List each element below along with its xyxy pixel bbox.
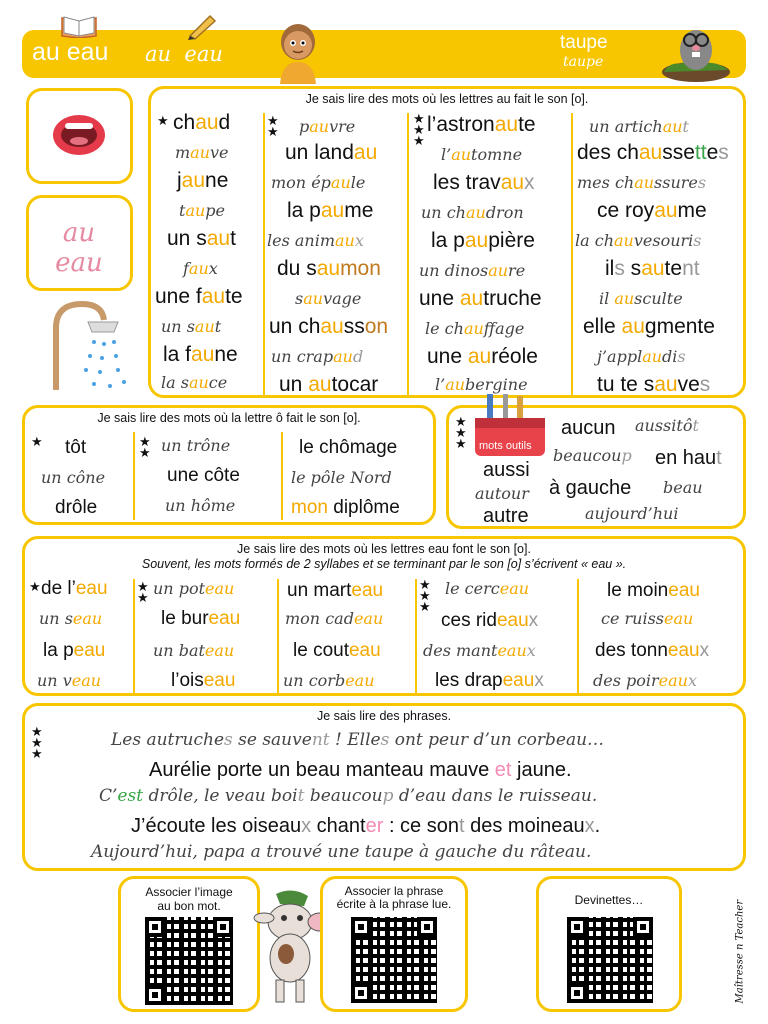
word-un-cone-cursive: un cône [41,468,106,487]
section-phrases [22,703,746,871]
word-des-poireaux-cursive: des poireaux [593,671,697,690]
word-ce-ruisseau-cursive: ce ruisseau [601,609,694,628]
sentence-3-cursive: C’est drôle, le veau boit beaucoup d’eau dans le ruisseau. [99,786,598,806]
section-o-circumflex-words [22,405,436,525]
word-ils-sautent: ils sautent [605,257,700,280]
word-aussitot-cursive: aussitôt [635,416,699,435]
two-star-icon: ★ ★ [139,434,151,460]
word-une-autruche: une autruche [419,287,542,310]
word-aussi: aussi [483,459,530,481]
sentence-2: Aurélie porte un beau manteau mauve et jaune. [149,759,572,781]
pencil-icon [186,12,218,45]
word-un-crapaud-cursive: un crapaud [271,347,364,366]
three-star-icon: ★ ★ ★ [413,111,425,148]
word-drole: drôle [55,497,98,518]
section-au-caption: Je sais lire des mots où les lettres au fait le son [o]. [305,92,589,106]
three-star-icon: ★ ★ ★ [31,724,43,761]
qr-box-riddles[interactable] [536,876,682,1012]
word-aujourdhui-cursive: aujourd’hui [585,504,679,523]
word-mon-epaule-cursive: mon épaule [271,173,366,192]
section-eau-note: Souvent, les mots formés de 2 syllabes et se terminant par le son [o] s’écrivent « eau ». [141,557,627,571]
two-star-icon: ★ ★ [137,579,149,605]
two-star-icon: ★ ★ [267,113,279,139]
word-des-manteaux-cursive: des manteaux [423,641,536,660]
header-word-cursive: taupe [563,54,604,70]
word-un-veau-cursive: un veau [37,671,102,690]
mots-outils-badge: mots outils [479,440,532,452]
word-un-artichaut-cursive: un artichaut [589,117,689,136]
qr-box-image-word[interactable] [118,876,260,1012]
word-pauvre-cursive: pauvre [299,117,356,136]
word-des-tonneaux: des tonneaux [595,640,710,661]
sentence-5-cursive: Aujourd’hui, papa a trouvé une taupe à gauche du râteau. [91,842,592,862]
word-laubergine-cursive: l’aubergine [435,375,528,394]
mouth-icon [29,91,130,181]
word-beau-cursive: beau [663,478,703,497]
word-mon-diplome: mon diplôme [291,497,400,518]
word-un-corbeau-cursive: un corbeau [283,671,375,690]
word-lautomne-cursive: l’automne [441,145,523,164]
word-un-saut: un saut [167,227,236,250]
word-la-faune: la faune [163,343,238,366]
word-un-landau: un landau [285,141,378,164]
one-star-icon: ★ [31,434,43,449]
header-word: taupe [560,32,608,53]
section-eau-caption: Je sais lire des mots où les lettres eau font le son [o]. [237,542,531,556]
word-une-aureole: une auréole [427,345,538,368]
cursive-letters: au eau [55,218,103,278]
word-des-chaussettes: des chaussettes [577,141,729,164]
page-title-cursive: au eau [145,42,223,66]
word-les-drapeaux: les drapeaux [435,670,544,691]
word-en-haut: en haut [655,447,722,469]
word-un-chaudron-cursive: un chaudron [421,203,524,222]
word-mon-cadeau-cursive: mon cadeau [285,609,384,628]
word-lastronaute: l’astronaute [427,113,536,136]
word-autre: autre [483,505,529,527]
word-un-chausson: un chausson [269,315,389,338]
word-autour-cursive: autour [475,484,529,503]
word-le-bureau: le bureau [161,608,241,629]
qr-box-sentence[interactable] [320,876,468,1012]
word-aucun: aucun [561,417,616,439]
word-ce-royaume: ce royaume [597,199,707,222]
mouth-box [26,88,133,184]
credit: Maîtresse n Teacher [734,899,746,1004]
qr-box-3-label: Devinettes… [574,893,644,907]
word-une-faute: une faute [155,285,243,308]
word-mauve-cursive: mauve [175,143,229,162]
word-le-moineau: le moineau [607,580,700,601]
word-taupe-cursive: taupe [179,201,225,220]
one-star-icon: ★ [29,579,41,594]
three-star-icon: ★ ★ ★ [455,414,467,451]
word-sauvage-cursive: sauvage [295,289,362,308]
word-ces-rideaux: ces rideaux [441,610,539,631]
word-beaucoup-cursive: beaucoup [553,446,632,465]
word-le-chauffage-cursive: le chauffage [425,319,525,338]
three-star-icon: ★ ★ ★ [419,577,431,614]
section-eau-words [22,536,746,696]
word-un-poteau-cursive: un poteau [153,579,235,598]
sentence-4: J’écoute les oiseaux chanter : ce sont des moineaux. [131,815,601,837]
word-de-leau: de l’eau [41,578,108,599]
page-title: au eau [32,38,109,66]
qr-box-1-label: Associer l’image au bon mot. [145,885,233,913]
word-le-pole-nord-cursive: le pôle Nord [291,468,392,487]
word-les-animaux-cursive: les animaux [267,231,364,250]
word-chaud: chaud [173,111,231,134]
word-un-autocar: un autocar [279,373,379,396]
shower-icon [38,298,138,399]
word-un-saut-cursive: un saut [161,317,222,336]
word-mes-chaussures-cursive: mes chaussures [577,173,707,192]
word-la-sauce-cursive: la sauce [161,373,228,392]
boy-avatar [272,18,324,89]
word-tot: tôt [65,437,87,458]
qr-box-2-label: Associer la phrase écrite à la phrase lue. [336,884,452,911]
word-il-ausculte-cursive: il ausculte [599,289,683,308]
letters-box [26,195,133,291]
word-un-dinosaure-cursive: un dinosaure [419,261,526,280]
word-un-seau-cursive: un seau [39,609,103,628]
book-icon [60,14,98,38]
section-phrases-caption: Je sais lire des phrases. [316,709,452,723]
word-un-marteau: un marteau [287,580,384,601]
word-une-cote: une côte [167,465,240,486]
mole-icon [660,14,732,87]
word-a-gauche: à gauche [549,477,632,499]
word-elle-augmente: elle augmente [583,315,715,338]
sentence-1-cursive: Les autruches se sauvent ! Elles ont peur d’un corbeau… [111,730,605,750]
word-les-travaux: les travaux [433,171,535,194]
word-loiseau: l’oiseau [171,670,236,691]
word-faux-cursive: faux [183,259,218,278]
word-le-chomage: le chômage [299,437,398,458]
word-un-bateau-cursive: un bateau [153,641,235,660]
word-japplaudis-cursive: j’applaudis [597,347,686,366]
word-la-peau: la peau [43,640,106,661]
word-la-chauvesouris-cursive: la chauvesouris [575,231,702,250]
word-un-trone-cursive: un trône [161,436,231,455]
section-au-words [148,86,746,398]
section-mots-outils [446,405,746,529]
word-la-paupiere: la paupière [431,229,535,252]
word-un-home-cursive: un hôme [165,496,236,515]
word-tu-te-sauves: tu te sauves [597,373,711,396]
one-star-icon: ★ [157,113,169,128]
word-le-couteau: le couteau [293,640,381,661]
word-la-paume: la paume [287,199,374,222]
header-bar [22,30,746,78]
word-jaune: jaune [177,169,229,192]
section-o-caption: Je sais lire des mots où la lettre ô fait le son [o]. [97,411,361,425]
word-du-saumon: du saumon [277,257,381,280]
word-le-cerceau-cursive: le cerceau [445,579,530,598]
